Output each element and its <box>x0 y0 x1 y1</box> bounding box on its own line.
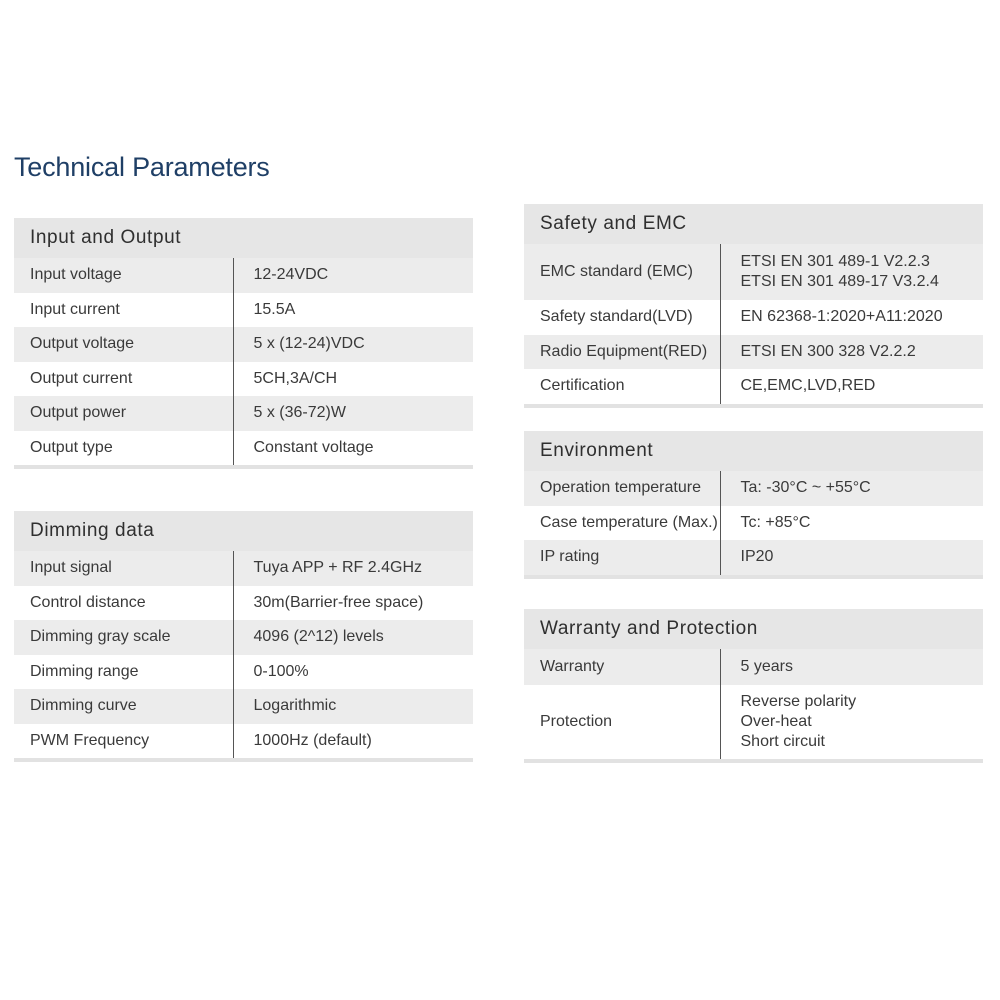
table-row <box>14 620 473 655</box>
param-value: Logarithmic <box>233 689 473 724</box>
param-label: Certification <box>540 377 625 395</box>
param-value-line: Over-heat <box>740 713 812 730</box>
param-label: Output type <box>30 438 113 456</box>
dimming-section <box>14 511 473 762</box>
param-value: ETSI EN 300 328 V2.2.2 <box>720 335 983 370</box>
param-label: Control distance <box>30 593 146 611</box>
section-bottom-divider <box>524 759 983 763</box>
section-bottom-divider <box>14 465 473 469</box>
table-row <box>14 362 473 397</box>
param-label: PWM Frequency <box>30 731 150 749</box>
param-label: Dimming curve <box>14 689 233 724</box>
param-value <box>720 685 983 759</box>
input-output-section <box>14 218 473 469</box>
param-label: Protection <box>540 713 613 730</box>
param-label: Warranty <box>524 649 720 685</box>
param-value: CE,EMC,LVD,RED <box>720 369 983 404</box>
param-value: Tuya APP + RF 2.4GHz <box>233 551 473 586</box>
param-label: Safety standard(LVD) <box>540 308 693 326</box>
table-row <box>524 471 983 506</box>
param-value <box>720 244 983 300</box>
warranty-protection-header: Warranty and Protection <box>524 609 983 649</box>
table-row <box>14 327 473 362</box>
param-value-line: ETSI EN 301 489-17 V3.2.4 <box>740 273 939 290</box>
table-row <box>14 551 473 586</box>
param-value: 1000Hz (default) <box>233 724 473 759</box>
safety-emc-header: Safety and EMC <box>524 204 983 244</box>
param-label: Case temperature (Max.) <box>540 513 718 531</box>
param-value-line: Short circuit <box>740 733 825 750</box>
param-label: Operation temperature <box>524 471 720 506</box>
param-label: Output power <box>14 396 233 431</box>
dimming-table <box>14 551 473 758</box>
param-value: 5CH,3A/CH <box>233 362 473 397</box>
input-output-header: Input and Output <box>14 218 473 258</box>
table-row <box>14 293 473 328</box>
table-row <box>524 244 983 300</box>
param-label: Input signal <box>14 551 233 586</box>
param-value: 5 x (12-24)VDC <box>233 327 473 362</box>
param-value: 4096 (2^12) levels <box>233 620 473 655</box>
param-label: Input voltage <box>14 258 233 293</box>
param-label: Output current <box>30 369 133 387</box>
table-row <box>14 258 473 293</box>
dimming-header: Dimming data <box>14 511 473 551</box>
warranty-protection-section <box>524 609 983 763</box>
table-row <box>524 506 983 541</box>
param-label: Radio Equipment(RED) <box>524 335 720 370</box>
safety-emc-table <box>524 244 983 404</box>
param-label: Output voltage <box>14 327 233 362</box>
table-row <box>14 689 473 724</box>
param-value-line: ETSI EN 301 489-1 V2.2.3 <box>740 253 930 270</box>
input-output-table <box>14 258 473 465</box>
table-row <box>524 300 983 335</box>
param-value: EN 62368-1:2020+A11:2020 <box>720 300 983 335</box>
section-bottom-divider <box>524 575 983 579</box>
param-value: Ta: -30°C ~ +55°C <box>720 471 983 506</box>
param-value-line: Reverse polarity <box>740 693 857 710</box>
param-value: 5 years <box>720 649 983 685</box>
param-label: Input current <box>30 300 120 318</box>
param-label: IP rating <box>524 540 720 575</box>
table-row <box>14 396 473 431</box>
table-row <box>524 335 983 370</box>
param-value: 12-24VDC <box>233 258 473 293</box>
param-value: 15.5A <box>233 293 473 328</box>
page-title: Technical Parameters <box>14 152 270 182</box>
param-value: Tc: +85°C <box>720 506 983 541</box>
param-label: EMC standard (EMC) <box>524 244 720 300</box>
param-value: Constant voltage <box>233 431 473 466</box>
table-row <box>14 431 473 466</box>
param-value: 30m(Barrier-free space) <box>233 586 473 621</box>
table-row <box>14 655 473 690</box>
table-row <box>524 540 983 575</box>
section-bottom-divider <box>524 404 983 408</box>
table-row <box>524 685 983 759</box>
param-value: IP20 <box>720 540 983 575</box>
section-bottom-divider <box>14 758 473 762</box>
param-label: Dimming range <box>30 662 139 680</box>
table-row <box>524 649 983 685</box>
table-row <box>14 586 473 621</box>
param-value: 5 x (36-72)W <box>233 396 473 431</box>
environment-table <box>524 471 983 575</box>
safety-emc-section <box>524 204 983 408</box>
param-label: Dimming gray scale <box>14 620 233 655</box>
environment-header: Environment <box>524 431 983 471</box>
environment-section <box>524 431 983 579</box>
table-row <box>524 369 983 404</box>
table-row <box>14 724 473 759</box>
warranty-protection-table <box>524 649 983 759</box>
param-value: 0-100% <box>233 655 473 690</box>
